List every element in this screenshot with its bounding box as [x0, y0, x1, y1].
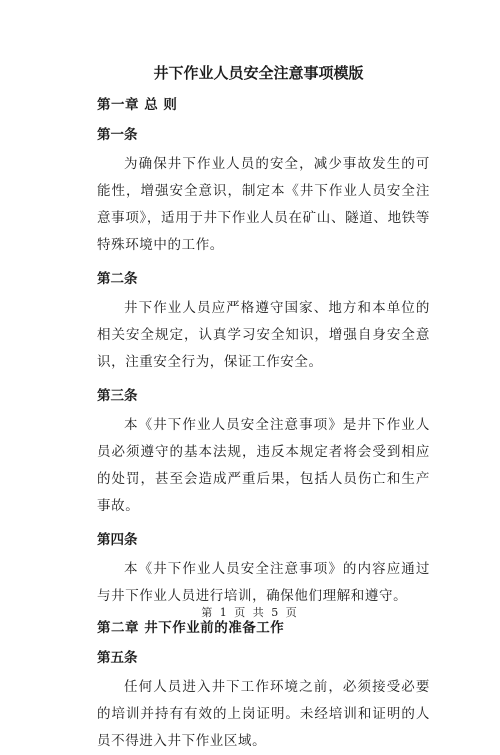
chapter-heading: 第一章 总 则: [97, 97, 178, 113]
document-title: 井下作业人员安全注意事项模版: [153, 64, 364, 82]
paragraph-text: 本《井下作业人员安全注意事项》是井下作业人员必须遵守的基本法规，违反本规定者将会受到相应的处罚，甚至会造成严重后果，包括人员伤亡和生产事故。: [97, 417, 430, 514]
article-heading: 第二条: [97, 271, 138, 287]
paragraph: [97, 151, 430, 259]
paragraph: [97, 674, 430, 755]
article-heading: 第四条: [97, 532, 138, 548]
page-number-footer: 第 1 页 共 5 页: [201, 606, 299, 619]
paragraph-text: 为确保井下作业人员的安全，减少事故发生的可能性，增强安全意识，制定本《井下作业人员安全注意事项》，适用于井下作业人员在矿山、隧道、地铁等特殊环境中的工作。: [97, 156, 430, 253]
paragraph-text: 本《井下作业人员安全注意事项》的内容应通过与井下作业人员进行培训，确保他们理解和遵守。: [97, 561, 430, 604]
paragraph-text: 任何人员进入井下工作环境之前，必须接受必要的培训并持有有效的上岗证明。未经培训和证明的人员不得进入井下作业区域。: [97, 679, 430, 749]
paragraph: [97, 295, 430, 376]
paragraph: [97, 412, 430, 520]
article-heading: 第一条: [97, 127, 138, 143]
paragraph: [97, 556, 430, 610]
paragraph-text: 井下作业人员应严格遵守国家、地方和本单位的相关安全规定，认真学习安全知识，增强自身安全意识，注重安全行为，保证工作安全。: [97, 300, 430, 370]
article-heading: 第三条: [97, 388, 138, 404]
chapter-heading: 第二章 井下作业前的准备工作: [97, 620, 285, 636]
article-heading: 第五条: [97, 650, 138, 666]
